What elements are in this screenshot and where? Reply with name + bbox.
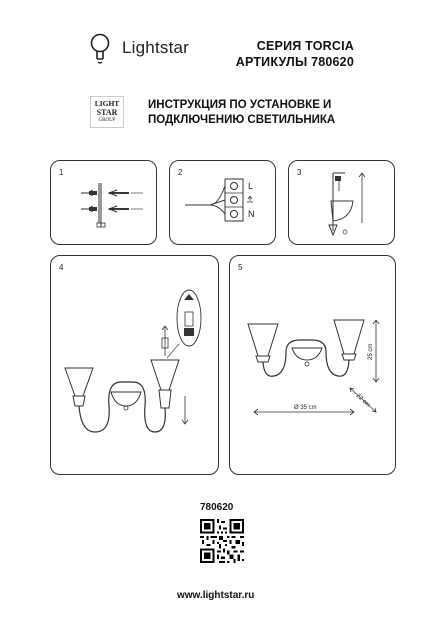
logo-line-2: STAR [96,108,118,117]
width-label: Ø 35 cm [294,405,317,411]
logo-line-3: GROUP [98,118,116,123]
series-block [236,38,354,70]
step-panel-4 [50,255,219,475]
wiring-diagram [170,161,275,244]
step-panel-1 [50,160,157,245]
group-logo [90,96,124,128]
article-code: 780620 [200,502,234,513]
brand-name: Lightstar [122,38,190,57]
wire-label-n: N [248,209,255,219]
instruction-title [148,98,335,128]
ground-icon [247,196,253,202]
lightbulb-icon [88,32,118,66]
brand-logo [88,32,218,66]
mounting-screws-diagram [51,161,156,244]
step-number: 5 [238,263,243,272]
step-number: 4 [59,263,64,272]
instruction-line-1: ИНСТРУКЦИЯ ПО УСТАНОВКЕ И [148,99,332,111]
instruction-line-2: ПОДКЛЮЧЕНИЮ СВЕТИЛЬНИКА [148,114,336,126]
wire-label-l: L [248,181,254,191]
canopy-mount-diagram [289,161,394,244]
logo-line-1: LIGHT [94,99,120,108]
step-panel-2 [169,160,276,245]
step-number: 2 [178,168,183,177]
height-label: 25 cm [368,343,374,360]
qr-code-icon[interactable] [200,519,244,563]
articles-line: АРТИКУЛЫ 780620 [235,55,354,69]
dimensions-diagram [230,256,395,474]
lamp-assembly-diagram [51,256,218,474]
depth-label: 22 cm [354,393,371,409]
step-number: 1 [59,168,64,177]
website-link[interactable]: www.lightstar.ru [177,590,255,601]
series-title: СЕРИЯ TORCIA [256,39,354,53]
step-number: 3 [297,168,302,177]
step-panel-3 [288,160,395,245]
step-panel-5 [229,255,396,475]
